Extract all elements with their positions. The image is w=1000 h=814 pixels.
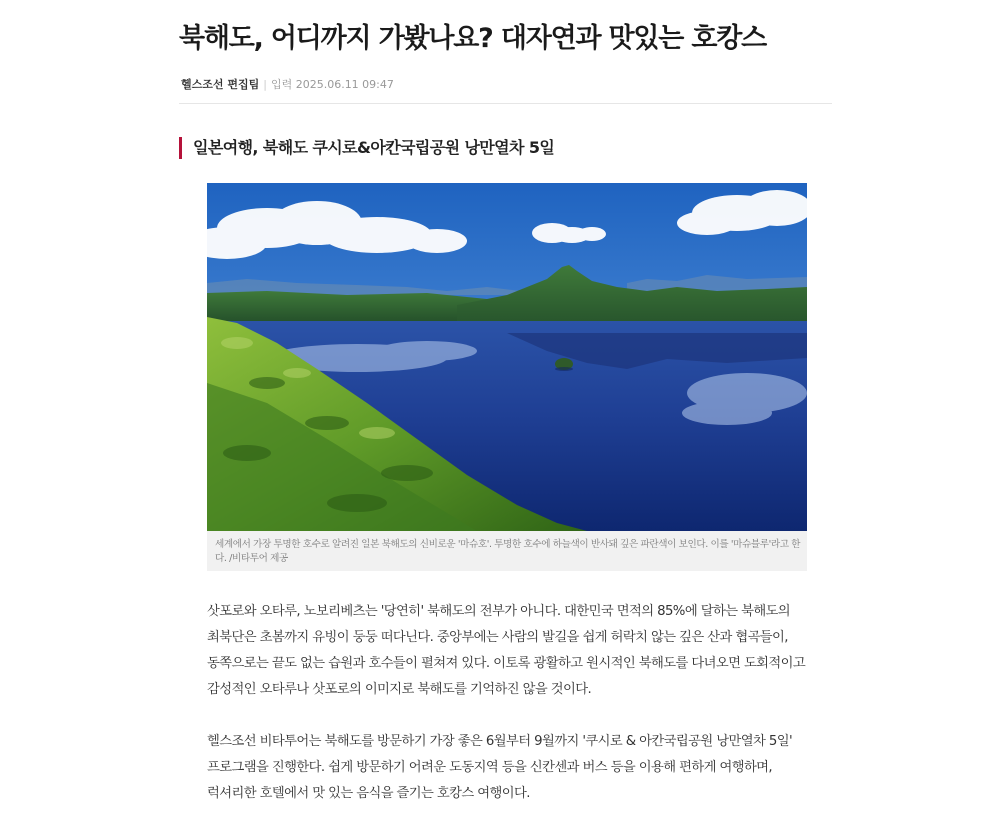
- article-paragraph: 헬스조선 비타투어는 북해도를 방문하기 가장 좋은 6월부터 9월까지 '쿠시로 & 아칸국립공원 낭만열차 5일' 프로그램을 진행한다. 쉽게 방문하기 어려운 도동지역 등을 신칸센과 버스 등을 이용해 편하게 여행하며, 럭셔리한 호텔에서 맛 있는 음식을 즐기는 호캉스 여행이다.: [207, 734, 793, 801]
- article-paragraph: 삿포로와 오타루, 노보리베츠는 '당연히' 북해도의 전부가 아니다. 대한민국 면적의 85%에 달하는 북해도의 최북단은 초봄까지 유빙이 둥둥 떠다닌다. 중앙부에는 사람의 발길을 쉽게 허락치 않는 깊은 산과 협곡들이, 동쪽으로는 끝도 없는 습원과 호수들이 펼쳐져 있다. 이토록 광활하고 원시적인 북해도를 다녀오면 도회적이고 감성적인 오타루나 삿포로의 이미지로 북해도를 기억하진 않을 것이다.: [207, 604, 806, 697]
- article-headline: 북해도, 어디까지 가봤나요? 대자연과 맛있는 호캉스: [179, 23, 767, 54]
- lake-mashu-photo[interactable]: [207, 183, 807, 531]
- article-meta: [181, 76, 394, 92]
- publish-date: 2025.06.11 09:47: [295, 78, 394, 91]
- photo-caption: 세계에서 가장 투명한 호수로 알려진 일본 북해도의 신비로운 '마슈호'. 투명한 호수에 하늘색이 반사돼 깊은 파란색이 보인다. 이를 '마슈블루'라고 한다. /비타투어 제공: [215, 539, 801, 564]
- author-name[interactable]: 헬스조선 편집팀: [181, 78, 260, 91]
- meta-separator: |: [263, 78, 267, 91]
- article-figure: [207, 183, 807, 571]
- date-label: 입력: [270, 78, 293, 91]
- header-divider: [179, 103, 832, 104]
- section-subheading: 일본여행, 북해도 쿠시로&아칸국립공원 낭만열차 5일: [179, 137, 554, 159]
